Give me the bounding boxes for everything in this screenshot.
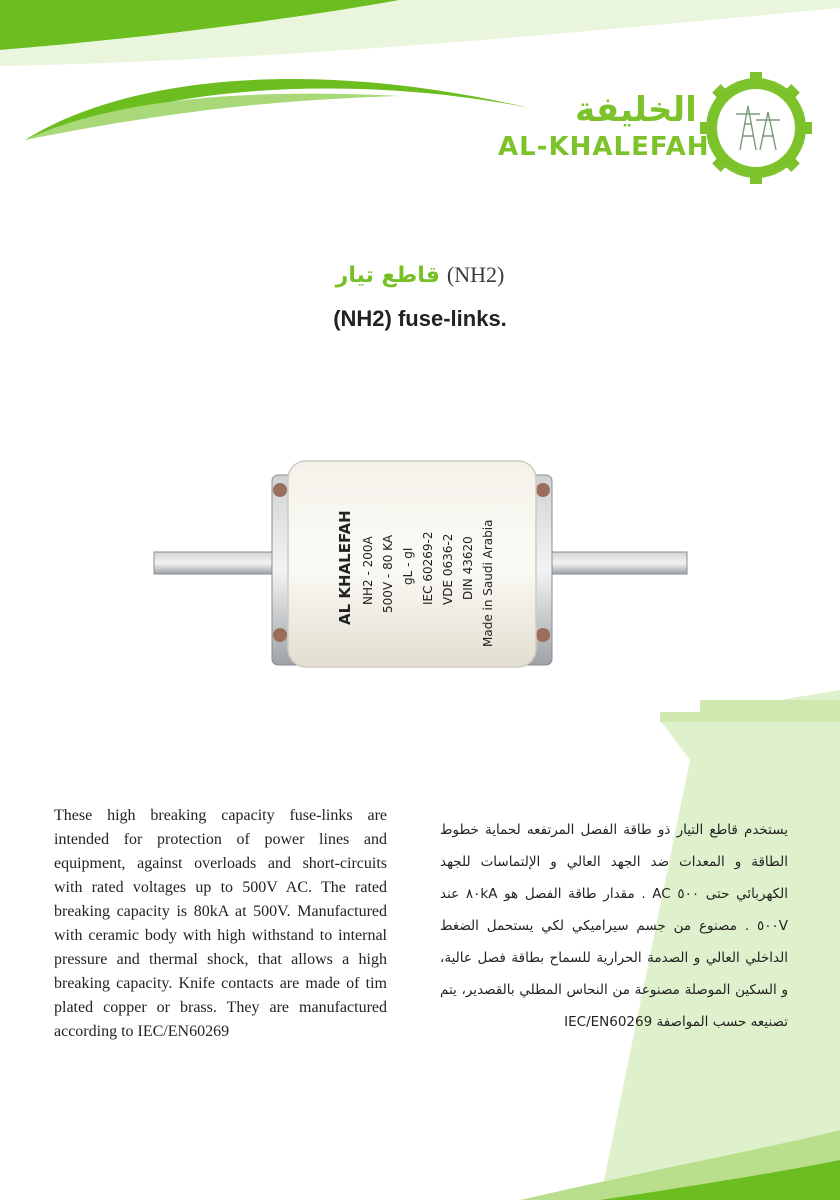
description-arabic: يستخدم قاطع التيار ذو طاقة الفصل المرتفعه لحماية خطوط الطاقة و المعدات ضد الجهد العالي و الإلتماسات للجهد الكهربائي حتى ٥٠٠ AC . مقدار طاقة الفصل هو ٨٠kA عند ٥٠٠V . مصنوع من جسم سيراميكي لكي يستحمل الضغط الداخلي العالي و الصدمة الحرارية للسماح بطاقة فصل عالية، و السكين الموصلة مصنوعة من النحاس المطلي بالقصدير، يتم تصنيعه حسب المواصفة IEC/EN60269 (440, 822, 788, 1030)
fuse-label-line: VDE 0636-2 (441, 533, 455, 605)
fuse-label-line: Made in Saudi Arabia (481, 519, 495, 647)
knife-contact-right (545, 552, 687, 574)
title-code: (NH2) (446, 262, 505, 287)
screw (273, 483, 287, 497)
screw (536, 483, 550, 497)
knife-contact-left (154, 552, 284, 574)
fuse-label-line: DIN 43620 (461, 536, 475, 600)
fuse-link-image (150, 455, 695, 675)
screw (273, 628, 287, 642)
pylon-arm-2 (660, 712, 720, 722)
pylon-arm (700, 700, 840, 722)
logo-arabic: الخليفة (575, 90, 697, 130)
screw (536, 628, 550, 642)
page-title (0, 262, 840, 288)
fuse-label-line: AL KHALEFAH (336, 510, 354, 625)
header-swoosh (25, 79, 530, 140)
company-emblem (700, 72, 812, 184)
fuse-label-line: NH2 - 200A (361, 536, 375, 605)
fuse-label-line: IEC 60269-2 (421, 531, 435, 605)
fuse-label-line: gL - gI (401, 547, 415, 585)
description-english: These high breaking capacity fuse-links are intended for protection of power lines and equipment, against overloads and short-circuits with rated voltages up to 500V AC. The rated breaking capacity is 80kA at 500V. Manufactured with ceramic body with high withstand to internal pressure and thermal shock, that allows a high breaking capacity. Knife contacts are made of tim plated copper or brass. They are manufactured according to IEC/EN60269 (54, 807, 387, 1040)
fuse-label-line: 500V - 80 KA (381, 534, 395, 613)
page-subtitle: (NH2) fuse-links. (333, 306, 507, 331)
title-arabic: قاطع تيار (335, 263, 440, 288)
logo-english: AL-KHALEFAH (498, 132, 710, 162)
